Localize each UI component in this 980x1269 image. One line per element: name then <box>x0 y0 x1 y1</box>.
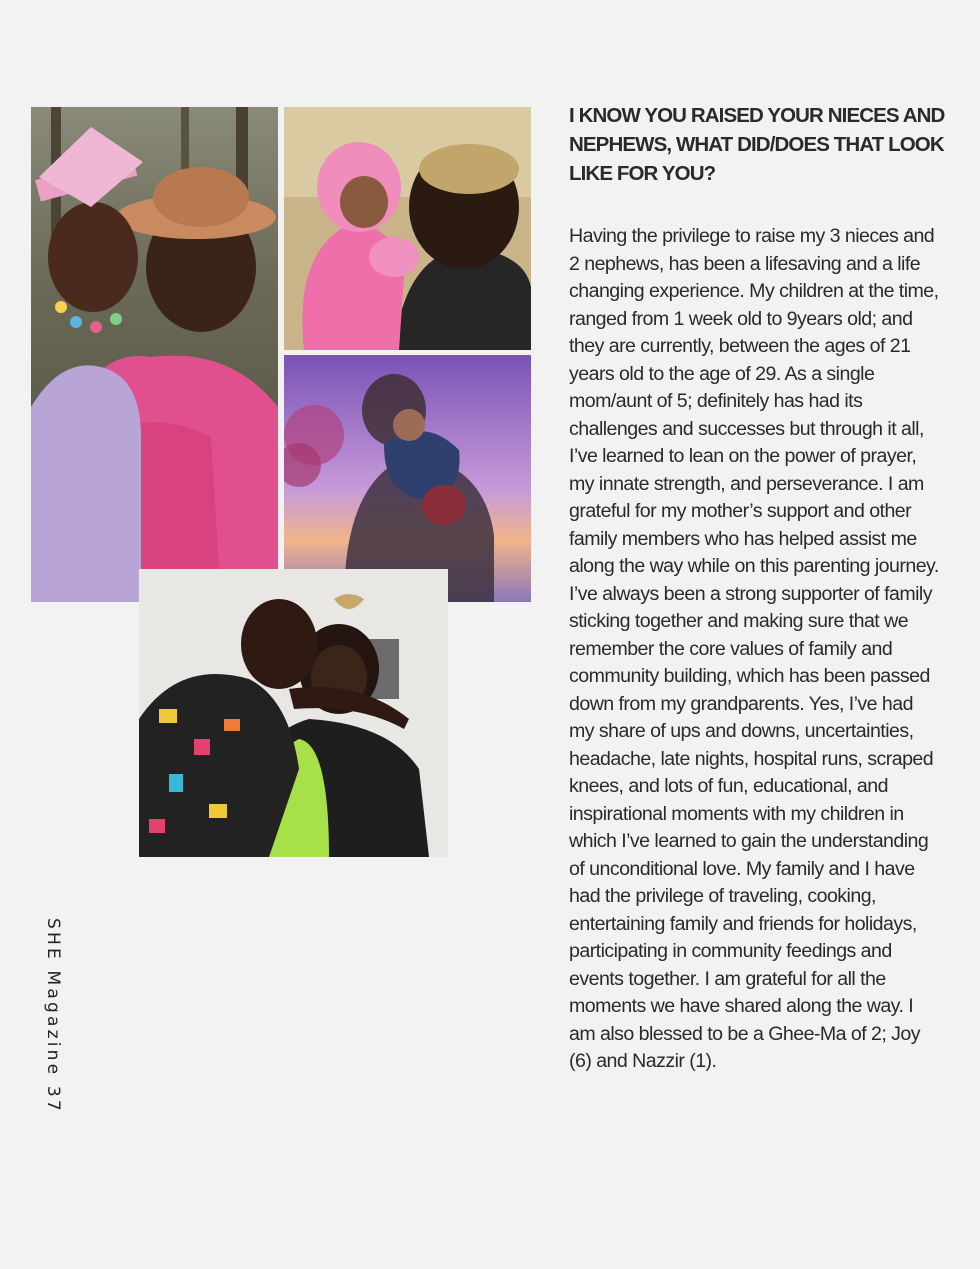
photo-purple-composite <box>284 355 531 602</box>
photo-graduation <box>31 107 278 602</box>
article-heading: I KNOW YOU RAISED YOUR NIECES AND NEPHEWS, WHAT DID/DOES THAT LOOK LIKE FOR YOU? <box>569 104 945 185</box>
photo-hug <box>139 569 448 857</box>
photo-baby-pink <box>284 107 531 350</box>
magazine-page-label: SHE Magazine 37 <box>43 918 63 1114</box>
article-body: Having the privilege to raise my 3 nieces and 2 nephews, has been a lifesaving and a life changing experience. My children at the time, ranged from 1 week old to 9years old; and they are currently, between the ages of 21 years old to the age of 29. As a single mom/aunt of 5; definitely has had its challenges and successes but through it all, I’ve learned to lean on the power of prayer, my innate strength, and perseverance. I am grateful for my mother’s support and other family members who has helped assist me along the way while on this parenting journey. I’ve always been a strong supporter of family sticking together and making sure that we remember the core values of family and community building, which has been passed down from my grandparents. Yes, I’ve had my share of ups and downs, uncertainties, headache, late nights, hospital runs, scraped knees, and lots of fun, educational, and inspirational moments with my children in which I’ve learned to gain the understanding of unconditional love. My family and I have had the privilege of traveling, cooking, entertaining family and friends for holidays, participating in community feedings and events together. I am grateful for all the moments we have shared along the way. I am also blessed to be a Ghee-Ma of 2; Joy (6) and Nazzir (1). <box>569 225 939 1072</box>
